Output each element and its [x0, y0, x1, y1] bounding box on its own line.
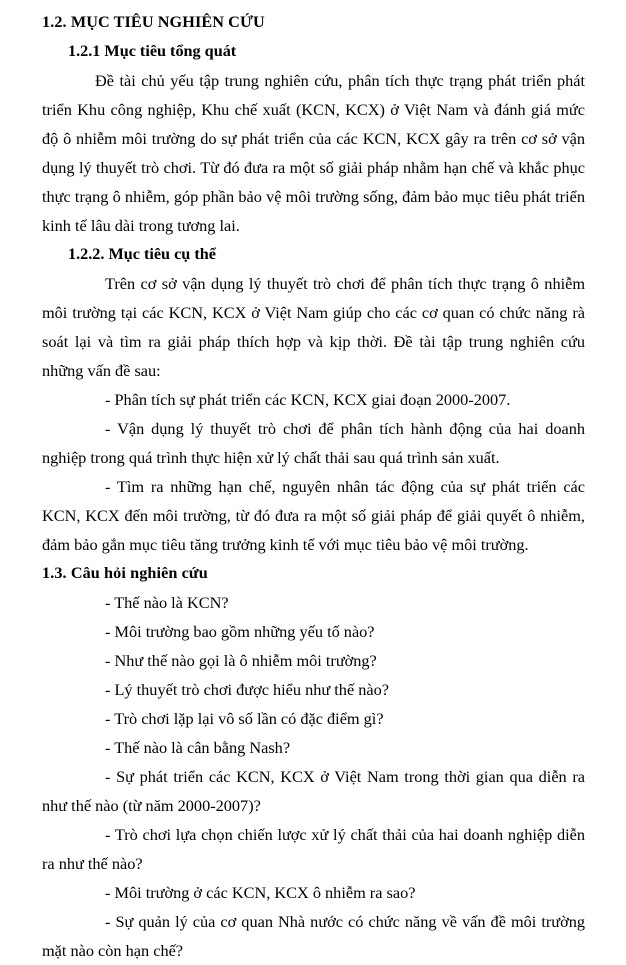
paragraph-specific-objective-intro: Trên cơ sở vận dụng lý thuyết trò chơi để phân tích thực trạng ô nhiễm môi trường tại các KCN, KCX ở Việt Nam giúp cho các cơ quan có chức năng rà soát lại và tìm ra giải pháp thích hợp và kịp thời. Đề tài tập trung nghiên cứu những vấn đề sau: [42, 274, 585, 380]
list-item: - Thế nào là cân bằng Nash? [105, 738, 291, 757]
list-item: - Trò chơi lặp lại vô số lần có đặc điểm gì? [105, 709, 384, 728]
heading-section-1-2: 1.2. MỤC TIÊU NGHIÊN CỨU [42, 13, 265, 31]
document-body [42, 8, 585, 965]
list-item: - Môi trường ở các KCN, KCX ô nhiễm ra sao? [105, 883, 416, 902]
list-item: - Vận dụng lý thuyết trò chơi để phân tích hành động của hai doanh nghiệp trong quá trình thực hiện xử lý chất thải sau quá trình sản xuất. [42, 419, 585, 467]
list-item: - Trò chơi lựa chọn chiến lược xử lý chất thải của hai doanh nghiệp diễn ra như thế nào? [42, 825, 585, 873]
heading-section-1-3: 1.3. Câu hỏi nghiên cứu [42, 564, 208, 582]
list-item: - Tìm ra những hạn chế, nguyên nhân tác động của sự phát triển các KCN, KCX đến môi trường, từ đó đưa ra một số giải pháp để giải quyết ô nhiễm, đảm bảo gắn mục tiêu tăng trưởng kinh tế với mục tiêu bảo vệ môi trường. [42, 477, 585, 554]
list-item: - Sự quản lý của cơ quan Nhà nước có chức năng về vấn đề môi trường mặt nào còn hạn chế? [42, 912, 585, 960]
list-item: - Sự phát triển các KCN, KCX ở Việt Nam trong thời gian qua diễn ra như thế nào (từ năm 2000-2007)? [42, 767, 585, 815]
list-item: - Phân tích sự phát triển các KCN, KCX giai đoạn 2000-2007. [105, 390, 511, 409]
list-item: - Như thế nào gọi là ô nhiễm môi trường? [105, 651, 377, 670]
list-item: - Môi trường bao gồm những yếu tố nào? [105, 622, 375, 641]
list-item: - Thế nào là KCN? [105, 593, 229, 612]
list-item: - Lý thuyết trò chơi được hiểu như thế nào? [105, 680, 389, 699]
paragraph-general-objective: Đề tài chủ yếu tập trung nghiên cứu, phân tích thực trạng phát triển phát triển Khu công nghiệp, Khu chế xuất (KCN, KCX) ở Việt Nam và đánh giá mức độ ô nhiễm môi trường do sự phát triển của các KCN, KCX gây ra trên cơ sở vận dụng lý thuyết trò chơi. Từ đó đưa ra một số giải pháp nhằm hạn chế và khắc phục thực trạng ô nhiễm, góp phần bảo vệ môi trường sống, đảm bảo mục tiêu phát triển kinh tế lâu dài trong tương lai. [42, 71, 585, 235]
heading-subsection-1-2-1: 1.2.1 Mục tiêu tổng quát [68, 42, 237, 60]
heading-subsection-1-2-2: 1.2.2. Mục tiêu cụ thể [68, 245, 216, 263]
